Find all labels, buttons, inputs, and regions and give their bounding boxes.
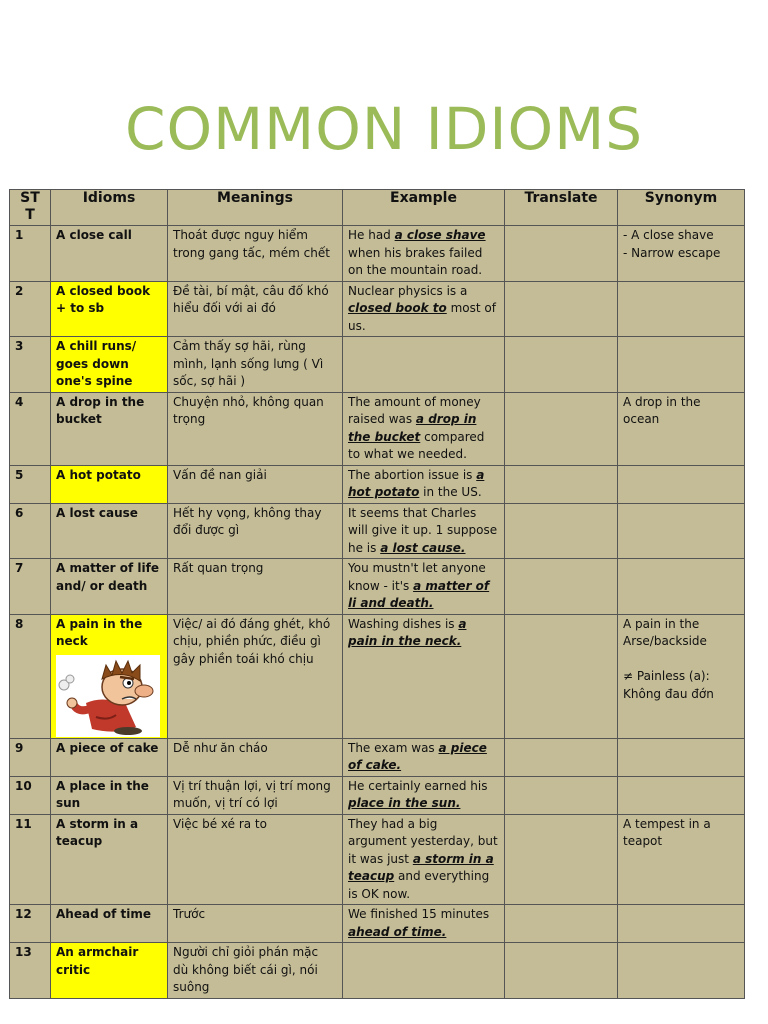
meaning-cell: Thoát được nguy hiểm trong gang tấc, mém chết bbox=[168, 226, 343, 282]
header-translate: Translate bbox=[505, 190, 618, 226]
meaning-cell: Rất quan trọng bbox=[168, 559, 343, 615]
example-idiom: place in the sun. bbox=[348, 796, 461, 810]
synonym-line: A drop in the ocean bbox=[623, 394, 701, 426]
example-idiom: a drop in the bucket bbox=[348, 412, 477, 444]
example-text: They had a big argument yesterday, but it was just bbox=[348, 816, 498, 866]
meaning-cell: Người chỉ giỏi phán mặc dù không biết cái gì, nói suông bbox=[168, 943, 343, 999]
meaning-cell: Cảm thấy sợ hãi, rùng mình, lạnh sống lưng ( Vì sốc, sợ hãi ) bbox=[168, 337, 343, 393]
example-text: He certainly earned his bbox=[348, 778, 488, 793]
meaning-cell: Hết hy vọng, không thay đổi được gì bbox=[168, 503, 343, 559]
example-cell bbox=[343, 943, 505, 999]
example-cell bbox=[343, 503, 505, 559]
synonym-cell bbox=[618, 465, 745, 503]
idiom-text: A pain in the neck bbox=[56, 616, 143, 648]
row-number: 11 bbox=[10, 814, 51, 905]
translate-cell bbox=[505, 281, 618, 337]
meaning-cell: Chuyện nhỏ, không quan trọng bbox=[168, 392, 343, 465]
example-idiom: a lost cause. bbox=[380, 540, 466, 555]
header-idioms: Idioms bbox=[51, 190, 168, 226]
meaning-cell: Trước bbox=[168, 905, 343, 943]
synonym-cell bbox=[618, 776, 745, 814]
table-row bbox=[10, 392, 745, 465]
translate-cell bbox=[505, 503, 618, 559]
meaning-cell: Vị trí thuận lợi, vị trí mong muốn, vị trí có lợi bbox=[168, 776, 343, 814]
table-row bbox=[10, 776, 745, 814]
example-text: The amount of money raised was bbox=[348, 394, 481, 426]
synonym-cell bbox=[618, 614, 745, 738]
table-row bbox=[10, 814, 745, 905]
table-row bbox=[10, 738, 745, 776]
meaning-cell: Đề tài, bí mật, câu đố khó hiểu đối với ai đó bbox=[168, 281, 343, 337]
example-cell bbox=[343, 614, 505, 738]
translate-cell bbox=[505, 465, 618, 503]
row-number: 1 bbox=[10, 226, 51, 282]
synonym-line: A pain in the Arse/backside bbox=[623, 616, 707, 648]
synonym-cell bbox=[618, 392, 745, 465]
example-idiom: a storm in a teacup bbox=[348, 851, 494, 883]
example-text: We finished 15 minutes bbox=[348, 907, 490, 921]
angry-man-cartoon-icon bbox=[56, 655, 160, 737]
meaning-cell: Vấn đề nan giải bbox=[168, 465, 343, 503]
translate-cell bbox=[505, 738, 618, 776]
example-text: most of us. bbox=[348, 301, 496, 333]
idiom-cell bbox=[51, 614, 168, 738]
example-cell bbox=[343, 776, 505, 814]
header-meanings: Meanings bbox=[168, 190, 343, 226]
synonym-cell bbox=[618, 226, 745, 282]
row-number: 2 bbox=[10, 281, 51, 337]
row-number: 4 bbox=[10, 392, 51, 465]
row-number: 13 bbox=[10, 943, 51, 999]
example-text: The abortion issue is bbox=[348, 467, 477, 482]
table-row bbox=[10, 337, 745, 393]
example-idiom: a close shave bbox=[394, 228, 486, 242]
example-cell bbox=[343, 814, 505, 905]
table-row bbox=[10, 614, 745, 738]
idiom-cell: A piece of cake bbox=[51, 738, 168, 776]
idiom-cell: A hot potato bbox=[51, 465, 168, 503]
example-text: compared to what we needed. bbox=[348, 429, 485, 461]
row-number: 7 bbox=[10, 559, 51, 615]
example-text: Washing dishes is bbox=[348, 616, 459, 631]
translate-cell bbox=[505, 776, 618, 814]
translate-cell bbox=[505, 392, 618, 465]
idiom-cell: A storm in a teacup bbox=[51, 814, 168, 905]
synonym-cell bbox=[618, 503, 745, 559]
translate-cell bbox=[505, 943, 618, 999]
header-synonym: Synonym bbox=[618, 190, 745, 226]
table-row bbox=[10, 559, 745, 615]
synonym-line: - Narrow escape bbox=[623, 245, 721, 260]
idiom-cell: Ahead of time bbox=[51, 905, 168, 943]
example-idiom: a pain in the neck. bbox=[348, 616, 467, 648]
example-cell bbox=[343, 337, 505, 393]
row-number: 12 bbox=[10, 905, 51, 943]
row-number: 10 bbox=[10, 776, 51, 814]
idioms-table bbox=[9, 189, 745, 999]
header-stt: ST T bbox=[10, 190, 51, 226]
example-text: You mustn't let anyone know - it's bbox=[348, 561, 486, 593]
example-text: when his brakes failed on the mountain road. bbox=[348, 245, 483, 277]
table-row bbox=[10, 503, 745, 559]
translate-cell bbox=[505, 814, 618, 905]
example-idiom: a piece of cake. bbox=[348, 740, 487, 772]
row-number: 3 bbox=[10, 337, 51, 393]
example-text: The exam was bbox=[348, 740, 439, 755]
synonym-line: ≠ Painless (a): Không đau đớn bbox=[623, 669, 714, 701]
synonym-cell bbox=[618, 337, 745, 393]
meaning-cell: Việc bé xé ra to bbox=[168, 814, 343, 905]
row-number: 5 bbox=[10, 465, 51, 503]
idiom-cell: An armchair critic bbox=[51, 943, 168, 999]
meaning-cell: Việc/ ai đó đáng ghét, khó chịu, phiền phức, điều gì gây phiền toái khó chịu bbox=[168, 614, 343, 738]
table-row bbox=[10, 226, 745, 282]
example-cell bbox=[343, 738, 505, 776]
row-number: 8 bbox=[10, 614, 51, 738]
example-cell bbox=[343, 559, 505, 615]
idiom-cell: A drop in the bucket bbox=[51, 392, 168, 465]
meaning-cell: Dễ như ăn cháo bbox=[168, 738, 343, 776]
idiom-cell: A lost cause bbox=[51, 503, 168, 559]
table-row bbox=[10, 465, 745, 503]
row-number: 6 bbox=[10, 503, 51, 559]
table-row bbox=[10, 943, 745, 999]
example-idiom: closed book to bbox=[348, 301, 447, 315]
translate-cell bbox=[505, 337, 618, 393]
table-row bbox=[10, 905, 745, 943]
idiom-cell: A place in the sun bbox=[51, 776, 168, 814]
synonym-cell bbox=[618, 281, 745, 337]
idiom-cell: A closed book + to sb bbox=[51, 281, 168, 337]
page-title: COMMON IDIOMS bbox=[124, 95, 644, 163]
table-header-row bbox=[10, 190, 745, 226]
example-idiom: a matter of li and death. bbox=[348, 578, 490, 610]
translate-cell bbox=[505, 614, 618, 738]
synonym-line: A tempest in a teapot bbox=[623, 816, 711, 848]
example-text: Nuclear physics is a bbox=[348, 283, 468, 298]
synonym-line: - A close shave bbox=[623, 228, 714, 242]
example-cell bbox=[343, 281, 505, 337]
idiom-cell: A chill runs/ goes down one's spine bbox=[51, 337, 168, 393]
example-text: It seems that Charles will give it up. 1 suppose he is bbox=[348, 505, 498, 555]
example-idiom: ahead of time. bbox=[348, 924, 447, 939]
translate-cell bbox=[505, 559, 618, 615]
example-text: He had bbox=[348, 228, 395, 242]
synonym-cell bbox=[618, 943, 745, 999]
translate-cell bbox=[505, 226, 618, 282]
example-cell bbox=[343, 465, 505, 503]
translate-cell bbox=[505, 905, 618, 943]
synonym-cell bbox=[618, 814, 745, 905]
example-text: in the US. bbox=[419, 485, 482, 499]
idiom-cell: A close call bbox=[51, 226, 168, 282]
synonym-cell bbox=[618, 559, 745, 615]
header-example: Example bbox=[343, 190, 505, 226]
example-cell bbox=[343, 392, 505, 465]
synonym-cell bbox=[618, 905, 745, 943]
example-cell bbox=[343, 226, 505, 282]
synonym-cell bbox=[618, 738, 745, 776]
example-text: and everything is OK now. bbox=[348, 869, 490, 901]
example-idiom: a hot potato bbox=[348, 467, 485, 499]
idiom-cell: A matter of life and/ or death bbox=[51, 559, 168, 615]
table-row bbox=[10, 281, 745, 337]
example-cell bbox=[343, 905, 505, 943]
row-number: 9 bbox=[10, 738, 51, 776]
synonym-spacer bbox=[623, 651, 739, 669]
